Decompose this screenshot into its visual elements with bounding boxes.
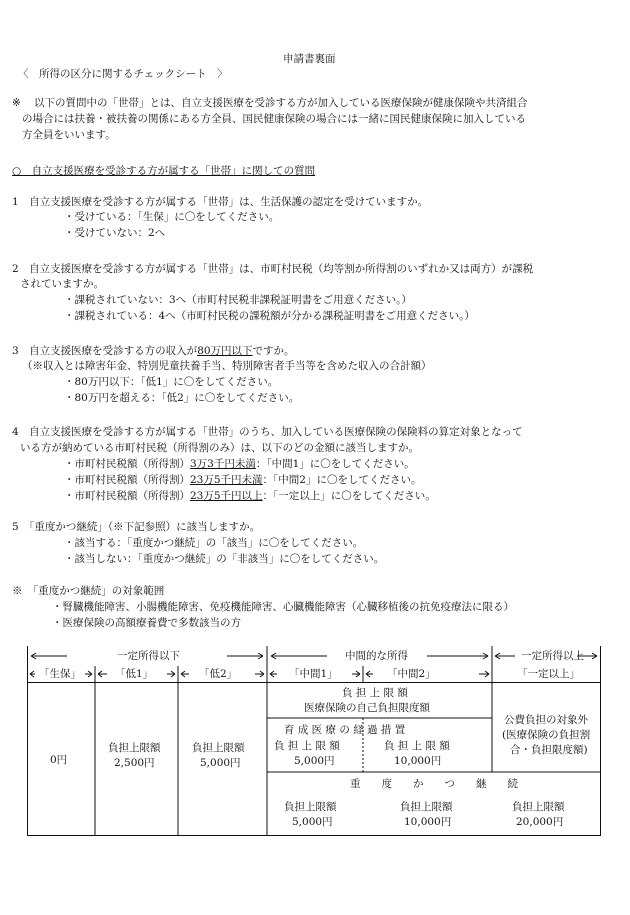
col-tei1-label: 「低1」	[115, 668, 154, 680]
q4-a-pre: ・市町村民税額（所得割）	[64, 458, 190, 470]
juudo-header: 重 度 か つ 継 続	[350, 778, 518, 790]
q4-a-underlined: 3万3千円未満	[190, 458, 256, 470]
q2-text-1: 2 自立支援医療を受診する方が属する「世帯」は、市町村民税（均等割か所得割のいずれか又は両方）が課税	[12, 263, 534, 275]
section-heading: ○ 自立支援医療を受診する方が属する「世帯」に関しての質問	[12, 165, 316, 177]
juudo-c2-label: 負担上限額	[400, 801, 453, 813]
table-body	[27, 682, 601, 836]
q3-text-underlined: 80万円以下	[197, 345, 253, 357]
q1-text: 1 自立支援医療を受診する方が属する「世帯」は、生活保護の認定を受けていますか。	[12, 196, 429, 208]
note-line-1: 以下の質問中の「世帯」とは、自立支援医療を受診する方が加入している医療保険が健康保険や共済組合	[34, 97, 528, 109]
q3-note: （※収入とは障害年金、特別児童扶養手当、特別障害者手当等を含めた収入の合計額）	[22, 360, 432, 372]
group-low-label: 一定所得以下	[117, 650, 180, 662]
q2-text-2: されていますか。	[20, 278, 104, 290]
ittei-text-1: 公費負担の対象外	[504, 714, 588, 726]
q1-option-a: ・受けている：「生保」に〇をしてください。	[64, 211, 280, 223]
q4-b-pre: ・市町村民税額（所得割）	[64, 474, 190, 486]
ikusei-left-value: 5,000円	[294, 755, 335, 767]
group-mid-label: 中間的な所得	[345, 650, 408, 662]
juudo-c2-value: 10,000円	[404, 816, 452, 828]
scope-item-b: ・医療保険の高額療養費で多数該当の方	[52, 617, 241, 629]
page-subtitle: 〈 所得の区分に関するチェックシート 〉	[18, 68, 228, 80]
ikusei-header: 育 成 医 療 の 経 過 措 置	[284, 724, 406, 736]
juudo-c3-label: 負担上限額	[512, 801, 565, 813]
q5-text: 5 「重度かつ継続」（※下記参照）に該当しますか。	[12, 521, 261, 533]
table-header-band	[27, 646, 601, 682]
q3-option-b: ・80万円を超える：「低2」に〇をしてください。	[64, 392, 300, 404]
q1-option-b: ・受けていない：2へ	[64, 227, 166, 239]
tei1-label: 負担上限額	[108, 742, 161, 754]
q2-option-a: ・課税されていない：3へ（市町村民税非課税証明書をご用意ください。）	[64, 294, 412, 306]
col-chukan1-label: 「中間1」	[289, 668, 338, 680]
q3-text-pre: 3 自立支援医療を受診する方の収入が	[12, 345, 198, 357]
col-seiho-label: 「生保」	[39, 668, 81, 680]
q4-option-b	[64, 473, 421, 488]
q4-option-a	[64, 457, 415, 472]
mid-header-2: 医療保険の自己負担限度額	[304, 702, 430, 714]
q3-option-a: ・80万円以下：「低1」に〇をしてください。	[64, 376, 279, 388]
note-line-2: の場合には扶養・被扶養の関係にある方全員、国民健康保険の場合には一緒に国民健康保険に加入している	[22, 113, 526, 125]
mid-header-1: 負 担 上 限 額	[342, 687, 408, 699]
q2-option-b: ・課税されている：4へ（市町村民税の課税額が分かる課税証明書をご用意ください。）	[64, 310, 475, 322]
ikusei-right-value: 10,000円	[394, 755, 442, 767]
scope-item-a: ・腎臓機能障害、小腸機能障害、免疫機能障害、心臓機能障害（心臓移植後の抗免疫療法に限る）	[52, 601, 514, 613]
q4-b-underlined: 23万5千円未満	[190, 474, 263, 486]
q4-b-post: ：「中間2」に〇をしてください。	[262, 474, 422, 486]
ikusei-right-label: 負 担 上 限 額	[384, 740, 450, 752]
seiho-value: 0円	[50, 754, 68, 766]
page-title: 申請書裏面	[283, 53, 336, 65]
tei2-label: 負担上限額	[192, 742, 245, 754]
note-mark: ※	[12, 97, 21, 109]
q4-text-1: 4 自立支援医療を受診する方が属する「世帯」のうち、加入している医療保険の保険料の算定対象となって	[12, 426, 523, 438]
q3-text-post: ですか。	[252, 345, 295, 357]
q4-c-underlined: 23万5千円以上	[190, 490, 263, 502]
col-chukan2-label: 「中間2」	[387, 668, 436, 680]
q4-a-post: ：「中間1」に〇をしてください。	[255, 458, 415, 470]
ittei-text-2: (医療保険の負担割	[502, 729, 591, 741]
q3-text	[12, 344, 295, 359]
col-tei2-label: 「低2」	[199, 668, 238, 680]
juudo-c1-value: 5,000円	[292, 816, 333, 828]
q4-c-pre: ・市町村民税額（所得割）	[64, 490, 190, 502]
q4-c-post: ：「一定以上」に〇をしてください。	[262, 490, 436, 502]
group-high-label: 一定所得以上	[521, 650, 584, 662]
q5-option-a: ・該当する：「重度かつ継続」の「該当」に〇をしてください。	[64, 537, 364, 549]
juudo-c1-label: 負担上限額	[284, 801, 337, 813]
q5-option-b: ・該当しない：「重度かつ継続」の「非該当」に〇をしてください。	[64, 553, 385, 565]
col-ittei-label: 「一定以上」	[517, 668, 580, 680]
tei1-value: 2,500円	[114, 757, 155, 769]
q4-text-2: いる方が納めている市町村民税（所得割のみ）は、以下のどの金額に該当しますか。	[20, 442, 419, 454]
scope-heading: ※ 「重度かつ継続」の対象範囲	[12, 585, 165, 597]
ikusei-left-label: 負 担 上 限 額	[274, 740, 340, 752]
note-line-3: 方全員をいいます。	[22, 129, 116, 141]
juudo-c3-value: 20,000円	[516, 816, 564, 828]
tei2-value: 5,000円	[200, 757, 241, 769]
ittei-text-3: 合・負担限度額)	[510, 744, 588, 756]
q4-option-c	[64, 489, 436, 504]
